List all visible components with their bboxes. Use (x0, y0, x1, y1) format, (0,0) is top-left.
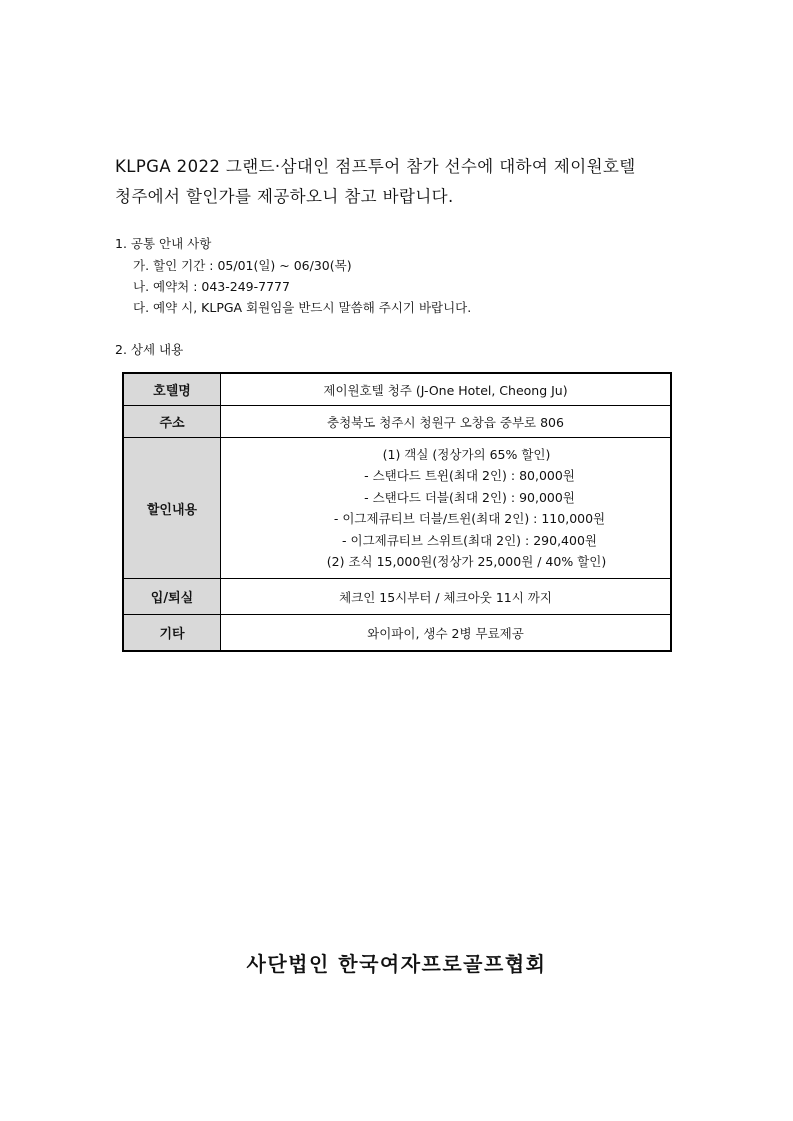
reservation-contact-item: 나. 예약처 : 043-249-7777 (133, 279, 290, 294)
member-notice-item: 다. 예약 시, KLPGA 회원임을 반드시 말씀해 주시기 바랍니다. (133, 300, 472, 315)
etc-value: 와이파이, 생수 2병 무료제공 (221, 615, 672, 652)
common-info-heading: 1. 공통 안내 사항 (115, 236, 212, 251)
intro-line-2: 청주에서 할인가를 제공하오니 참고 바랍니다. (115, 187, 454, 206)
check-in-out-label: 입/퇴실 (123, 579, 221, 615)
standard-twin-line: - 스탠다드 트윈(최대 2인) : 80,000원 (364, 468, 575, 483)
breakfast-discount-line: (2) 조식 15,000원(정상가 25,000원 / 40% 할인) (326, 554, 607, 569)
details-section-heading: 2. 상세 내용 (115, 342, 184, 357)
intro-paragraph (115, 152, 685, 212)
hotel-info-table (122, 372, 672, 652)
standard-double-line: - 스탠다드 더블(최대 2인) : 90,000원 (364, 489, 575, 505)
table-row (123, 615, 671, 652)
table-row (123, 406, 671, 438)
common-info-section (115, 233, 471, 318)
address-label: 주소 (123, 406, 221, 438)
check-in-out-value: 체크인 15시부터 / 체크아웃 11시 까지 (221, 579, 672, 615)
discount-period-item: 가. 할인 기간 : 05/01(일) ~ 06/30(목) (133, 258, 352, 273)
table-row (123, 438, 671, 579)
executive-double-twin-line: - 이그제큐티브 더블/트윈(최대 2인) : 110,000원 (333, 511, 606, 526)
intro-line-1: KLPGA 2022 그랜드·삼대인 점프투어 참가 선수에 대하여 제이원호텔 (115, 157, 636, 176)
discount-details-label: 할인내용 (123, 438, 221, 579)
organization-name: 사단법인 한국여자프로골프협회 (246, 952, 547, 976)
address-value: 충청북도 청주시 청원구 오창읍 중부로 806 (221, 406, 672, 438)
hotel-name-label: 호텔명 (123, 373, 221, 406)
executive-suite-line: - 이그제큐티브 스위트(최대 2인) : 290,400원 (342, 532, 597, 548)
room-discount-line: (1) 객실 (정상가의 65% 할인) (382, 446, 551, 462)
table-row (123, 373, 671, 406)
hotel-name-value: 제이원호텔 청주 (J-One Hotel, Cheong Ju) (221, 373, 672, 406)
table-row (123, 579, 671, 615)
discount-details-value (221, 438, 672, 579)
etc-label: 기타 (123, 615, 221, 652)
